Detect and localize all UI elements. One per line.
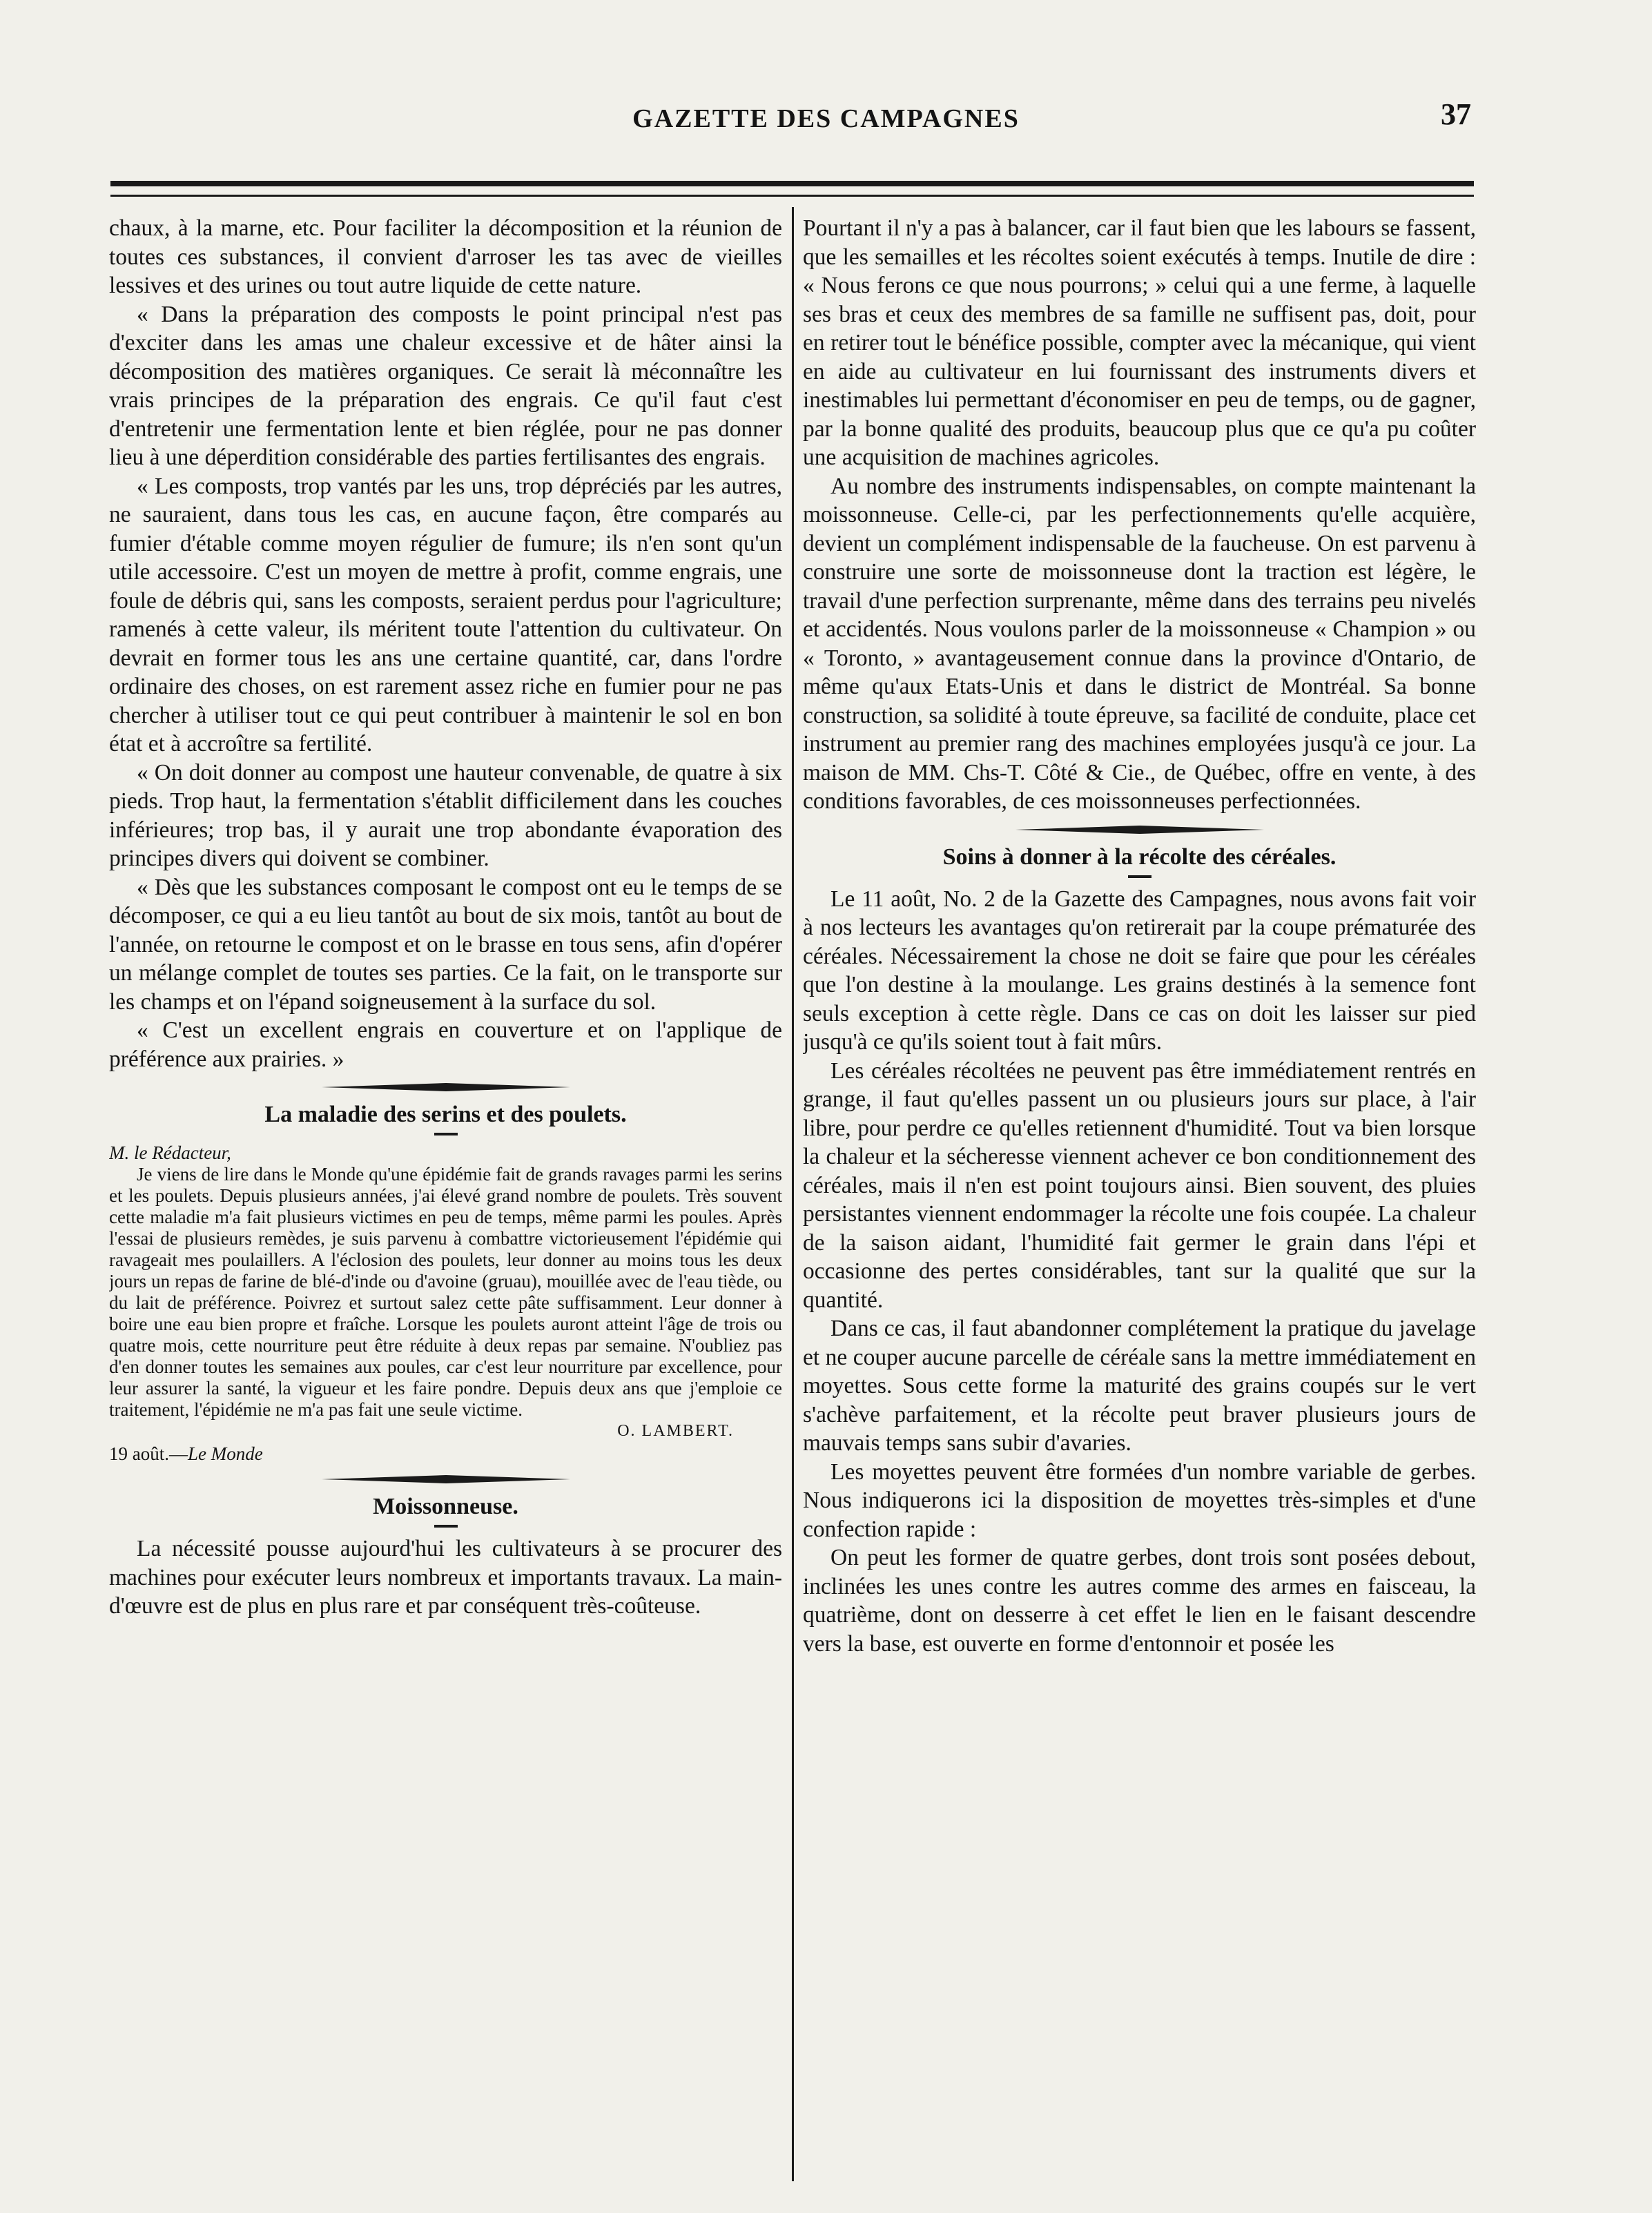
paragraph: « C'est un excellent engrais en couverture et on l'applique de préférence aux prairies. »	[109, 1017, 782, 1072]
heading-dash	[434, 1525, 458, 1528]
paragraph: Les moyettes peuvent être formées d'un nombre variable de gerbes. Nous indiquerons ici la disposition de moyettes très-simples et d'une confection rapide :	[803, 1459, 1476, 1542]
letter-source: Le Monde	[188, 1443, 263, 1464]
paragraph: Pourtant il n'y a pas à balancer, car il faut bien que les labours se fassent, que les semailles et les récoltes soient exécutés à temps. Inutile de dire : « Nous ferons ce que nous pourrons; » celui qui a une ferme, à laquelle ses bras et ceux des membres de sa famille ne suffisent pas, doit, pour en retirer tout le bénéfice possible, compter avec la mécanique, qui vient en aide au cultivateur en lui fournissant des instruments divers et inestimables lui permettant d'économiser en peu de temps, ou de gagner, par la bonne qualité des produits, beaucoup plus que ce qu'a pu coûter une acquisition de machines agricoles.	[803, 215, 1476, 470]
paragraph: « Dès que les substances composant le compost ont eu le temps de se décomposer, ce qui a eu lieu tantôt au bout de six mois, tantôt au bout de l'année, on retourne le compost et on le brasse en tous sens, afin d'opérer un mélange complet de toutes ses parties. Ce la fait, on le transporte sur les champs et on l'épand soigneusement à la surface du sol.	[109, 874, 782, 1015]
section-separator	[322, 1475, 570, 1483]
paragraph: « Dans la préparation des composts le point principal n'est pas d'exciter dans les amas une chaleur excessive et de hâter ainsi la décomposition des matières organiques. Ce serait là méconnaître les vrais principes de la préparation des engrais. Ce qu'il faut c'est d'entretenir une fermentation lente et bien réglée, pour ne pas donner lieu à une déperdition considérable des parties fertilisantes des engrais.	[109, 301, 782, 470]
section-heading-moissonneuse: Moissonneuse.	[373, 1494, 518, 1519]
letter-signature: O. LAMBERT.	[617, 1422, 734, 1440]
left-column	[109, 214, 782, 2181]
paragraph: « On doit donner au compost une hauteur convenable, de quatre à six pieds. Trop haut, la fermentation s'établit difficilement dans les couches inférieures; trop bas, il y aurait une trop abondante évaporation des principes divers qui doivent se combiner.	[109, 759, 782, 871]
heading-dash	[1128, 875, 1151, 878]
page-header-title: GAZETTE DES CAMPAGNES	[632, 104, 1020, 133]
section-heading-maladie: La maladie des serins et des poulets.	[264, 1102, 627, 1127]
section-heading-soins: Soins à donner à la récolte des céréales.	[942, 844, 1337, 870]
letter-block	[109, 1142, 782, 1442]
letter-dateline	[109, 1442, 782, 1465]
paragraph: Au nombre des instruments indispensables, on compte maintenant la moissonneuse. Celle-ci, par les perfectionnements qu'elle acquière, devient un complément indispensable de la faucheuse. On est parvenu à construire une sorte de moissonneuse dont la traction est légère, le travail d'une perfection surprenante, même dans des terrains peu nivelés et accidentés. Nous voulons parler de la moissonneuse « Champion » ou « Toronto, » avantageusement connue dans la province d'Ontario, de même qu'aux Etats-Unis et dans le district de Montréal. Sa bonne construction, sa solidité à toute épreuve, sa facilité de conduite, place cet instrument au premier rang des machines employées jusqu'à ce jour. La maison de MM. Chs-T. Côté & Cie., de Québec, offre en vente, à des conditions favorables, de ces moissonneuses perfectionnées.	[803, 473, 1476, 814]
letter-salutation: M. le Rédacteur,	[109, 1142, 231, 1163]
paragraph: « Les composts, trop vantés par les uns, trop dépréciés par les autres, ne sauraient, dans tous les cas, en aucune façon, être comparés au fumier d'étable comme moyen régulier de fumure; ils n'en sont qu'un utile accessoire. C'est un moyen de mettre à profit, comme engrais, une foule de débris qui, sans les composts, seraient perdus pour l'agriculture; ramenés à cette valeur, ils méritent toute l'attention du cultivateur. On devrait en former tous les ans une certaine quantité, car, dans l'ordre ordinaire des choses, on est rarement assez riche en fumier pour ne pas chercher à utiliser tout ce qui peut contribuer à maintenir le sol en bon état et à accroître sa fertilité.	[109, 473, 782, 757]
column-divider	[792, 207, 794, 2181]
paragraph: Dans ce cas, il faut abandonner complétement la pratique du javelage et ne couper aucune parcelle de céréale sans la mettre immédiatement en moyettes. Sous cette forme la maturité des grains coupés sur le vert s'achève parfaitement, et la récolte peut braver plusieurs jours de mauvais temps sans subir d'avaries.	[803, 1316, 1476, 1456]
paragraph: Le 11 août, No. 2 de la Gazette des Campagnes, nous avons fait voir à nos lecteurs les avantages qu'on retirerait par la coupe prématurée des céréales. Nécessairement la chose ne doit se faire que pour les céréales que l'on destine à la moulange. Les grains destinés à la semence font seuls exception à cette règle. Dans ce cas on doit les laisser sur pied jusqu'à ce qu'ils soient tout à fait mûrs.	[803, 886, 1476, 1055]
section-separator	[1016, 826, 1264, 834]
letter-date: 19 août.—	[109, 1443, 188, 1464]
paragraph: chaux, à la marne, etc. Pour faciliter la décomposition et la réunion de toutes ces substances, il convient d'arroser les tas avec de vieilles lessives et des urines ou tout autre liquide de cette nature.	[109, 215, 782, 298]
right-column	[803, 214, 1476, 2181]
paragraph: La nécessité pousse aujourd'hui les cultivateurs à se procurer des machines pour exécuter leurs nombreux et importants travaux. La main-d'œuvre est de plus en plus rare et par conséquent très-coûteuse.	[109, 1536, 782, 1619]
header-rule-thin	[110, 195, 1474, 197]
paragraph: Les céréales récoltées ne peuvent pas être immédiatement rentrés en grange, il faut qu'elles passent un ou plusieurs jours sur place, à l'air libre, pour perdre ce qu'elles retiennent d'humidité. Tout va bien lorsque la chaleur et la sécheresse viennent achever ce bon conditionnement des céréales, mais il n'en est point toujours ainsi. Bien souvent, des pluies persistantes viennent endommager la récolte une fois coupée. La chaleur de la saison aidant, l'humidité fait germer le grain dans l'épi et occasionne des pertes considérables, tant sur la qualité que sur la quantité.	[803, 1057, 1476, 1313]
page-number: 37	[1441, 97, 1471, 131]
section-separator	[322, 1083, 570, 1091]
letter-body: Je viens de lire dans le Monde qu'une épidémie fait de grands ravages parmi les serins et les poulets. Depuis plusieurs années, j'ai élevé grand nombre de poulets. Très souvent cette maladie m'a fait plusieurs victimes en peu de temps, même parmi les poules. Après l'essai de plusieurs remèdes, je suis parvenu à combattre victorieusement l'épidémie qui ravageait mes poulaillers. A l'éclosion des poulets, leur donner au moins tous les deux jours un repas de farine de blé-d'inde ou d'avoine (gruau), mouillée avec de l'eau tiède, ou du lait de préférence. Poivrez et surtout salez cette pâte suffisamment. Leur donner à boire une eau bien propre et fraîche. Lorsque les poulets auront atteint l'âge de trois ou quatre mois, cette nourriture peut être réduite à deux repas par semaine. N'oubliez pas d'en donner toutes les semaines aux poules, car c'est leur nourriture par excellence, pour leur assurer la santé, la vigueur et les faire pondre. Depuis deux ans que j'emploie ce traitement, l'épidémie ne m'a pas fait une seule victime.	[109, 1164, 782, 1420]
heading-dash	[434, 1133, 458, 1135]
header-rule-thick	[110, 181, 1474, 186]
paragraph: On peut les former de quatre gerbes, dont trois sont posées debout, inclinées les unes contre les autres comme des armes en faisceau, la quatrième, dont on desserre à cet effet le lien en le faisant descendre vers la base, est ouverte en forme d'entonnoir et posée les	[803, 1545, 1476, 1657]
